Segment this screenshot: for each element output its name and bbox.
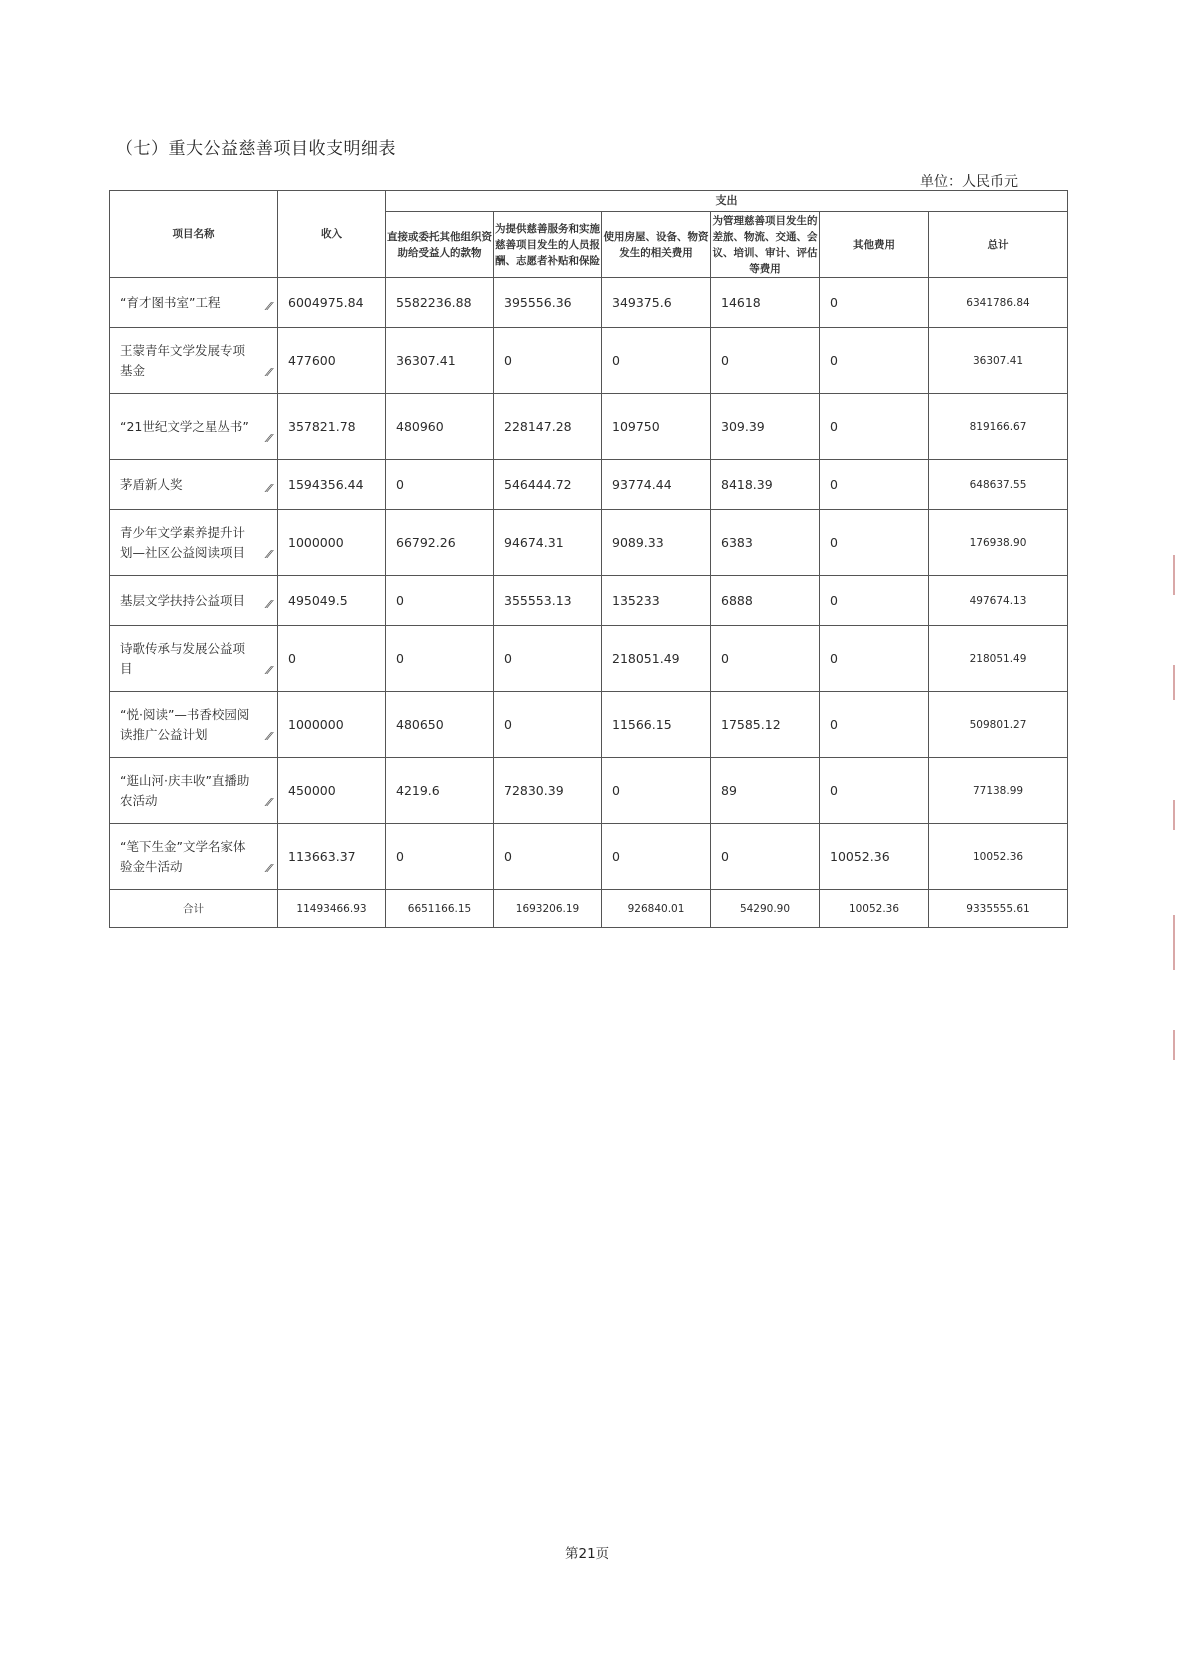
project-name: 诗歌传承与发展公益项目 (120, 640, 246, 676)
table-row (110, 394, 1068, 460)
header-personnel: 为提供慈善服务和实施慈善项目发生的人员报酬、志愿者补贴和保险 (494, 212, 602, 278)
resize-handle-icon: ⁄⁄ (267, 432, 271, 445)
income-cell: 477600 (278, 328, 386, 394)
page-number: 第21页 (565, 1546, 610, 1562)
project-name-cell (110, 758, 278, 824)
other-cell: 0 (820, 510, 929, 576)
other-cell: 0 (820, 278, 929, 328)
personnel-cell: 228147.28 (494, 394, 602, 460)
project-name-cell (110, 510, 278, 576)
other-cell: 0 (820, 626, 929, 692)
management-cell: 17585.12 (711, 692, 820, 758)
personnel-cell: 395556.36 (494, 278, 602, 328)
direct-cell: 4219.6 (386, 758, 494, 824)
total-cell: 497674.13 (929, 576, 1068, 626)
facility-cell: 11566.15 (602, 692, 711, 758)
personnel-cell: 94674.31 (494, 510, 602, 576)
management-cell: 8418.39 (711, 460, 820, 510)
personnel-cell: 0 (494, 692, 602, 758)
scan-edge-mark (1173, 800, 1175, 830)
header-facility: 使用房屋、设备、物资发生的相关费用 (602, 212, 711, 278)
total-cell: 77138.99 (929, 758, 1068, 824)
direct-cell: 0 (386, 576, 494, 626)
project-name: “笔下生金”文学名家体验金牛活动 (120, 838, 246, 874)
project-name: “逛山河·庆丰收”直播助农活动 (120, 772, 250, 808)
summary-facility-cell: 926840.01 (602, 890, 711, 928)
income-cell: 0 (278, 626, 386, 692)
income-cell: 1594356.44 (278, 460, 386, 510)
direct-cell: 5582236.88 (386, 278, 494, 328)
summary-label-cell: 合计 (110, 890, 278, 928)
project-name-cell (110, 278, 278, 328)
total-cell: 819166.67 (929, 394, 1068, 460)
table-row (110, 278, 1068, 328)
other-cell: 0 (820, 758, 929, 824)
project-name: “21世纪文学之星丛书” (120, 418, 249, 434)
header-direct: 直接或委托其他组织资助给受益人的款物 (386, 212, 494, 278)
direct-cell: 480960 (386, 394, 494, 460)
direct-cell: 0 (386, 626, 494, 692)
summary-income-cell: 11493466.93 (278, 890, 386, 928)
total-cell: 6341786.84 (929, 278, 1068, 328)
total-cell: 648637.55 (929, 460, 1068, 510)
project-name: 青少年文学素养提升计划—社区公益阅读项目 (120, 524, 246, 560)
total-cell: 176938.90 (929, 510, 1068, 576)
facility-cell: 93774.44 (602, 460, 711, 510)
table-row (110, 510, 1068, 576)
project-table-container (109, 190, 1067, 928)
management-cell: 0 (711, 626, 820, 692)
personnel-cell: 0 (494, 328, 602, 394)
project-name: “悦·阅读”—书香校园阅读推广公益计划 (120, 706, 250, 742)
scan-edge-mark (1173, 915, 1175, 970)
resize-handle-icon: ⁄⁄ (267, 548, 271, 561)
resize-handle-icon: ⁄⁄ (267, 482, 271, 495)
personnel-cell: 0 (494, 626, 602, 692)
header-management: 为管理慈善项目发生的差旅、物流、交通、会议、培训、审计、评估等费用 (711, 212, 820, 278)
table-row (110, 576, 1068, 626)
other-cell: 10052.36 (820, 824, 929, 890)
project-name-cell (110, 460, 278, 510)
other-cell: 0 (820, 460, 929, 510)
personnel-cell: 355553.13 (494, 576, 602, 626)
facility-cell: 0 (602, 328, 711, 394)
management-cell: 6383 (711, 510, 820, 576)
table-row (110, 692, 1068, 758)
project-name: “育才图书室”工程 (120, 294, 221, 310)
summary-other-cell: 10052.36 (820, 890, 929, 928)
project-name-cell (110, 576, 278, 626)
total-cell: 10052.36 (929, 824, 1068, 890)
scan-edge-mark (1173, 1030, 1175, 1060)
resize-handle-icon: ⁄⁄ (267, 300, 271, 313)
income-cell: 6004975.84 (278, 278, 386, 328)
personnel-cell: 546444.72 (494, 460, 602, 510)
income-cell: 450000 (278, 758, 386, 824)
total-cell: 218051.49 (929, 626, 1068, 692)
scan-edge-mark (1173, 665, 1175, 700)
table-row (110, 824, 1068, 890)
direct-cell: 66792.26 (386, 510, 494, 576)
section-title: （七）重大公益慈善项目收支明细表 (116, 139, 396, 159)
header-total: 总计 (929, 212, 1068, 278)
income-cell: 1000000 (278, 692, 386, 758)
header-name: 项目名称 (110, 191, 278, 278)
management-cell: 14618 (711, 278, 820, 328)
total-cell: 36307.41 (929, 328, 1068, 394)
project-name-cell (110, 394, 278, 460)
management-cell: 0 (711, 328, 820, 394)
resize-handle-icon: ⁄⁄ (267, 366, 271, 379)
resize-handle-icon: ⁄⁄ (267, 796, 271, 809)
other-cell: 0 (820, 328, 929, 394)
personnel-cell: 0 (494, 824, 602, 890)
facility-cell: 349375.6 (602, 278, 711, 328)
direct-cell: 480650 (386, 692, 494, 758)
scan-edge-mark (1173, 555, 1175, 595)
table-row (110, 328, 1068, 394)
resize-handle-icon: ⁄⁄ (267, 862, 271, 875)
management-cell: 89 (711, 758, 820, 824)
other-cell: 0 (820, 692, 929, 758)
table-row (110, 758, 1068, 824)
facility-cell: 135233 (602, 576, 711, 626)
facility-cell: 9089.33 (602, 510, 711, 576)
facility-cell: 218051.49 (602, 626, 711, 692)
summary-total-cell: 9335555.61 (929, 890, 1068, 928)
summary-row (110, 890, 1068, 928)
direct-cell: 36307.41 (386, 328, 494, 394)
income-cell: 1000000 (278, 510, 386, 576)
unit-label: 单位：人民币元 (920, 174, 1018, 190)
other-cell: 0 (820, 576, 929, 626)
project-name-cell (110, 328, 278, 394)
personnel-cell: 72830.39 (494, 758, 602, 824)
project-name: 王蒙青年文学发展专项基金 (120, 342, 246, 378)
resize-handle-icon: ⁄⁄ (267, 730, 271, 743)
facility-cell: 0 (602, 824, 711, 890)
header-other: 其他费用 (820, 212, 929, 278)
total-cell: 509801.27 (929, 692, 1068, 758)
direct-cell: 0 (386, 824, 494, 890)
income-cell: 113663.37 (278, 824, 386, 890)
income-cell: 357821.78 (278, 394, 386, 460)
header-expense-group: 支出 (386, 191, 1068, 212)
project-income-expense-table (109, 190, 1068, 928)
header-income: 收入 (278, 191, 386, 278)
facility-cell: 0 (602, 758, 711, 824)
project-name-cell (110, 692, 278, 758)
summary-management-cell: 54290.90 (711, 890, 820, 928)
table-body (110, 278, 1068, 928)
summary-direct-cell: 6651166.15 (386, 890, 494, 928)
management-cell: 309.39 (711, 394, 820, 460)
other-cell: 0 (820, 394, 929, 460)
table-row (110, 626, 1068, 692)
management-cell: 0 (711, 824, 820, 890)
resize-handle-icon: ⁄⁄ (267, 598, 271, 611)
project-name: 茅盾新人奖 (120, 476, 183, 492)
resize-handle-icon: ⁄⁄ (267, 664, 271, 677)
project-name-cell (110, 824, 278, 890)
project-name: 基层文学扶持公益项目 (120, 592, 246, 608)
income-cell: 495049.5 (278, 576, 386, 626)
table-row (110, 460, 1068, 510)
management-cell: 6888 (711, 576, 820, 626)
project-name-cell (110, 626, 278, 692)
direct-cell: 0 (386, 460, 494, 510)
summary-personnel-cell: 1693206.19 (494, 890, 602, 928)
facility-cell: 109750 (602, 394, 711, 460)
